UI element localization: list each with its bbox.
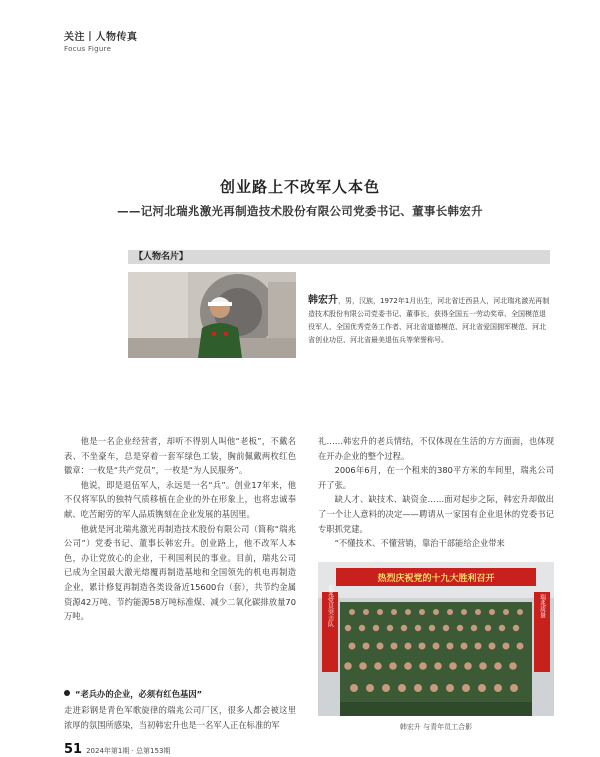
- namecard-label: 【人物名片】: [134, 252, 189, 262]
- section-heading-text: “老兵办的企业，必须有红色基因”: [75, 689, 203, 699]
- portrait-illustration: [128, 272, 296, 358]
- group-photo-illustration: [318, 562, 554, 716]
- page-header: [64, 28, 138, 53]
- bio-text: ，男，汉族，1972年1月出生，河北省迁西县人，河北瑞兆激光再制造技术股份有限公司党委书记、董事长，获得全国五一劳动奖章、全国模范退役军人、全国优秀党务工作者、河北省道德模范、河北省爱国拥军模范、河北省创业功臣、河北省最美退伍兵等荣誉称号。: [308, 297, 550, 344]
- namecard-bio: [308, 294, 552, 347]
- namecard-bar: [128, 250, 550, 264]
- photo-banner-text: 热烈庆祝党的十九大胜利召开: [377, 574, 495, 584]
- section-title-en: Focus Figure: [64, 45, 112, 53]
- photo-side-text-right: 瑞兆质量: [538, 594, 546, 618]
- body-right-column: [318, 434, 554, 551]
- photo-caption: 韩宏升 与青年员工合影: [399, 723, 473, 731]
- paragraph: 他就是河北瑞兆激光再制造技术股份有限公司（简称“瑞兆公司”）党委书记、董事长韩宏升。创业路上，他不改军人本色，办让党放心的企业，干利国利民的事业。目前，瑞兆公司已成为全国最大激光熔覆再制造基地和全国领先的机电再制造企业，累计修复再制造各类设备近15600台（套），共节约金属资源42万吨、节约能源58万吨标准煤、减少二氧化碳排放量70万吨。: [64, 523, 296, 622]
- paragraph: 2006年6月，在一个租来的380平方米的车间里，瑞兆公司开了张。: [318, 465, 554, 490]
- section-paragraph: 走进彩钢是青色军歌旋律的瑞兆公司厂区，很多人都会被这里浓厚的氛围所感染，当初韩宏升也是一名军人正在标准的军: [64, 705, 296, 730]
- issue-info: 2024年第1期 · 总第153期: [86, 747, 171, 755]
- paragraph: 缺人才、缺技术、缺资金……面对起步之际，韩宏升却做出了一个让人意料的决定——聘请从一家国有企业退休的党委书记专职抓党建。: [318, 494, 554, 534]
- paragraph: “不懂技术、不懂营销，靠治干部能给企业带来: [334, 538, 505, 549]
- paragraph: 礼……韩宏升的老兵情结，不仅体现在生活的方方面面，也体现在开办企业的整个过程。: [318, 436, 554, 461]
- person-name: 韩宏升: [308, 295, 338, 306]
- portrait-photo: [128, 272, 296, 358]
- photo-side-text-left: 瑞兆党员突击队: [326, 585, 334, 627]
- group-photo: [318, 562, 554, 716]
- section-title: 关注丨人物传真: [64, 32, 138, 43]
- body-left-column: [64, 434, 296, 624]
- page-footer: [64, 742, 170, 757]
- bullet-icon: [64, 690, 70, 696]
- paragraph: 他说，即是退伍军人，永远是一名“兵”。创业17年来，他不仅将军队的独特气质移植在企业的外在形象上，也将忠诚奉献、吃苦耐劳的军人品质镌刻在企业发展的基因里。: [64, 479, 296, 519]
- section-heading: [64, 688, 296, 700]
- crowd: [340, 602, 532, 716]
- paragraph: 他是一名企业经营者，却听不得别人叫他“老板”，不戴名表、不坐豪车，总是穿着一套军绿色工装，胸前佩戴两枚红色徽章：一枚是“共产党员”，一枚是“为人民服务”。: [64, 436, 296, 476]
- article-subtitle: ——记河北瑞兆激光再制造技术股份有限公司党委书记、董事长韩宏升: [117, 204, 483, 218]
- article-title: 创业路上不改军人本色: [219, 178, 380, 196]
- page-number: 51: [64, 742, 83, 757]
